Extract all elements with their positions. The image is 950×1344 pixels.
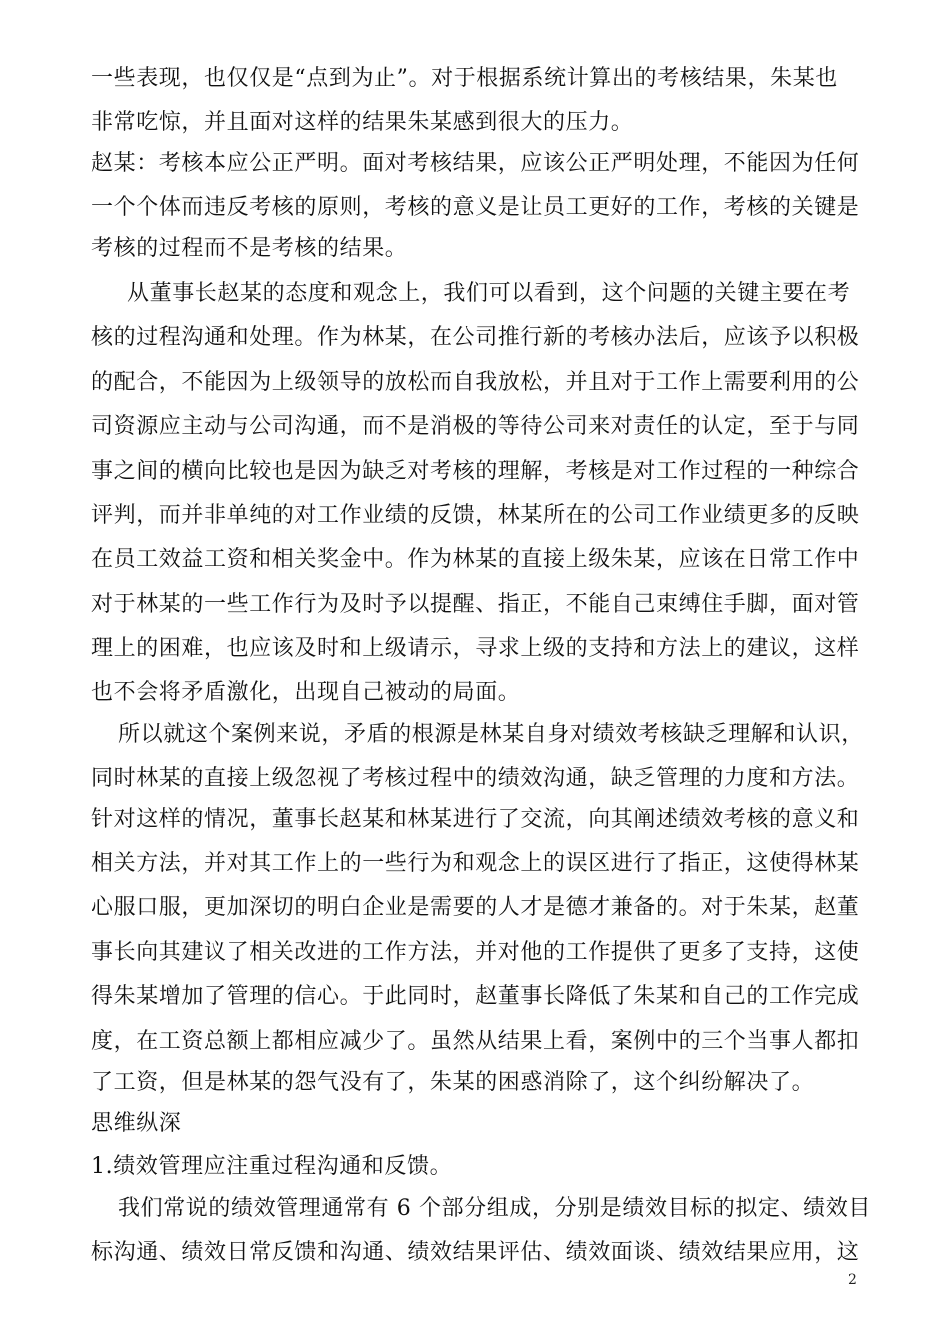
text-line: 度，在工资总额上都相应减少了。虽然从结果上看，案例中的三个当事人都扣	[91, 1029, 860, 1054]
text-line: 心服口服，更加深切的明白企业是需要的人才是德才兼备的。对于朱某，赵董	[91, 895, 860, 920]
text-line: 从董事长赵某的态度和观念上，我们可以看到，这个问题的关键主要在考	[127, 281, 851, 306]
text-line: 理上的困难，也应该及时和上级请示，寻求上级的支持和方法上的建议，这样	[91, 636, 860, 661]
text-line: 考核的过程而不是考核的结果。	[91, 236, 408, 261]
text-line: 事之间的横向比较也是因为缺乏对考核的理解，考核是对工作过程的一种综合	[91, 459, 860, 484]
text-line: 核的过程沟通和处理。作为林某，在公司推行新的考核办法后，应该予以积极	[91, 325, 860, 350]
text-line: 一些表现，也仅仅是“点到为止”。对于根据系统计算出的考核结果，朱某也	[91, 66, 838, 91]
page-number: 2	[848, 1272, 857, 1288]
text-line: 事长向其建议了相关改进的工作方法，并对他的工作提供了更多了支持，这使	[91, 940, 860, 965]
text-line: 评判，而并非单纯的对工作业绩的反馈，林某所在的公司工作业绩更多的反映	[91, 503, 860, 528]
text-line: 同时林某的直接上级忽视了考核过程中的绩效沟通，缺乏管理的力度和方法。	[91, 766, 860, 791]
section-heading: 思维纵深	[91, 1111, 182, 1136]
text-line: 的配合，不能因为上级领导的放松而自我放松，并且对于工作上需要利用的公	[91, 370, 860, 395]
text-line: 也不会将矛盾激化，出现自己被动的局面。	[91, 680, 521, 705]
text-line: 针对这样的情况，董事长赵某和林某进行了交流，向其阐述绩效考核的意义和	[91, 807, 860, 832]
text-line: 赵某：考核本应公正严明。面对考核结果，应该公正严明处理，不能因为任何	[91, 151, 860, 176]
text-line: 标沟通、绩效日常反馈和沟通、绩效结果评估、绩效面谈、绩效结果应用，这	[91, 1240, 860, 1265]
text-line: 得朱某增加了管理的信心。于此同时，赵董事长降低了朱某和自己的工作完成	[91, 984, 860, 1009]
text-line: 了工资，但是林某的怨气没有了，朱某的困惑消除了，这个纠纷解决了。	[91, 1070, 815, 1095]
text-line: 司资源应主动与公司沟通，而不是消极的等待公司来对责任的认定，至于与同	[91, 414, 860, 439]
text-line: 对于林某的一些工作行为及时予以提醒、指正，不能自己束缚住手脚，面对管	[91, 592, 860, 617]
text-line: 在员工效益工资和相关奖金中。作为林某的直接上级朱某，应该在日常工作中	[91, 547, 860, 572]
text-line: 非常吃惊，并且面对这样的结果朱某感到很大的压力。	[91, 110, 634, 135]
text-line: 一个个体而违反考核的原则，考核的意义是让员工更好的工作，考核的关键是	[91, 195, 860, 220]
text-line: 我们常说的绩效管理通常有 6 个部分组成，分别是绩效目标的拟定、绩效目	[118, 1196, 871, 1221]
text-line: 所以就这个案例来说，矛盾的根源是林某自身对绩效考核缺乏理解和认识，	[118, 722, 864, 747]
numbered-heading: 1.绩效管理应注重过程沟通和反馈。	[91, 1154, 453, 1179]
text-line: 相关方法，并对其工作上的一些行为和观念上的误区进行了指正，这使得林某	[91, 851, 860, 876]
